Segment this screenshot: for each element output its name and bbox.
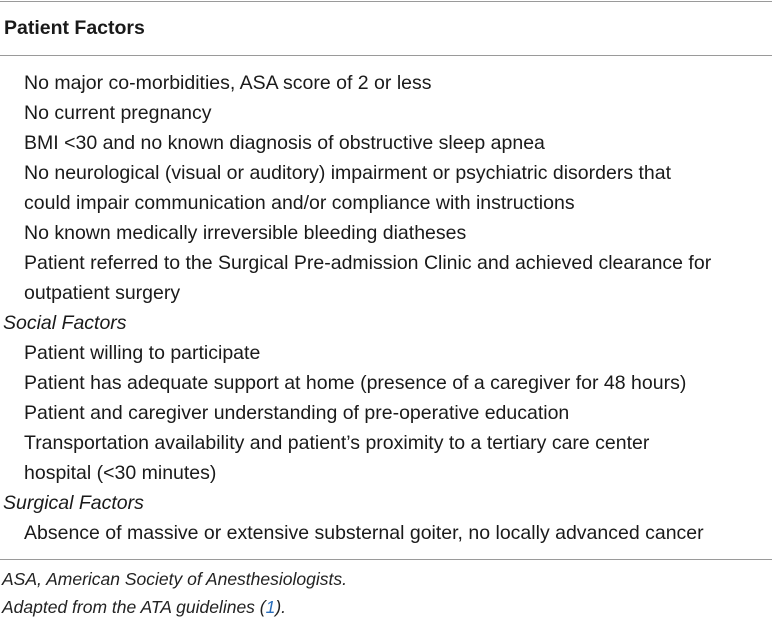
patient-factor-6: Patient referred to the Surgical Pre-admission Clinic and achieved clearance for	[24, 252, 712, 274]
footnote-abbreviation: ASA, American Society of Anesthesiologists.	[2, 569, 347, 589]
social-factor-3: Patient and caregiver understanding of pre-operative education	[24, 402, 570, 424]
patient-factor-2: No current pregnancy	[24, 102, 212, 124]
surgical-factors-title: Surgical Factors	[3, 492, 144, 514]
footnote-adapted-prefix: Adapted from the ATA guidelines (	[2, 597, 266, 617]
social-factor-2: Patient has adequate support at home (presence of a caregiver for 48 hours)	[24, 372, 687, 394]
table-top-rule	[0, 1, 772, 2]
patient-factor-5: No known medically irreversible bleeding diatheses	[24, 222, 467, 244]
patient-factor-3: BMI <30 and no known diagnosis of obstructive sleep apnea	[24, 132, 545, 154]
surgical-factor-1: Absence of massive or extensive substernal goiter, no locally advanced cancer	[24, 522, 704, 544]
social-factor-4: Transportation availability and patient’s proximity to a tertiary care center	[24, 432, 650, 454]
patient-factor-4: No neurological (visual or auditory) impairment or psychiatric disorders that	[24, 162, 672, 184]
patient-factor-6-cont: outpatient surgery	[24, 282, 181, 304]
social-factor-4-cont: hospital (<30 minutes)	[24, 462, 217, 484]
reference-link[interactable]: 1	[265, 597, 276, 617]
table-bottom-rule	[0, 559, 772, 560]
footnote-adapted	[2, 594, 286, 620]
footnote-adapted-suffix: ).	[275, 597, 287, 617]
patient-factor-1: No major co-morbidities, ASA score of 2 or less	[24, 72, 432, 94]
table-header: Patient Factors	[4, 17, 145, 39]
patient-factor-4-cont: could impair communication and/or compliance with instructions	[24, 192, 575, 214]
table-header-rule	[0, 55, 772, 56]
social-factors-title: Social Factors	[3, 312, 127, 334]
social-factor-1: Patient willing to participate	[24, 342, 261, 364]
